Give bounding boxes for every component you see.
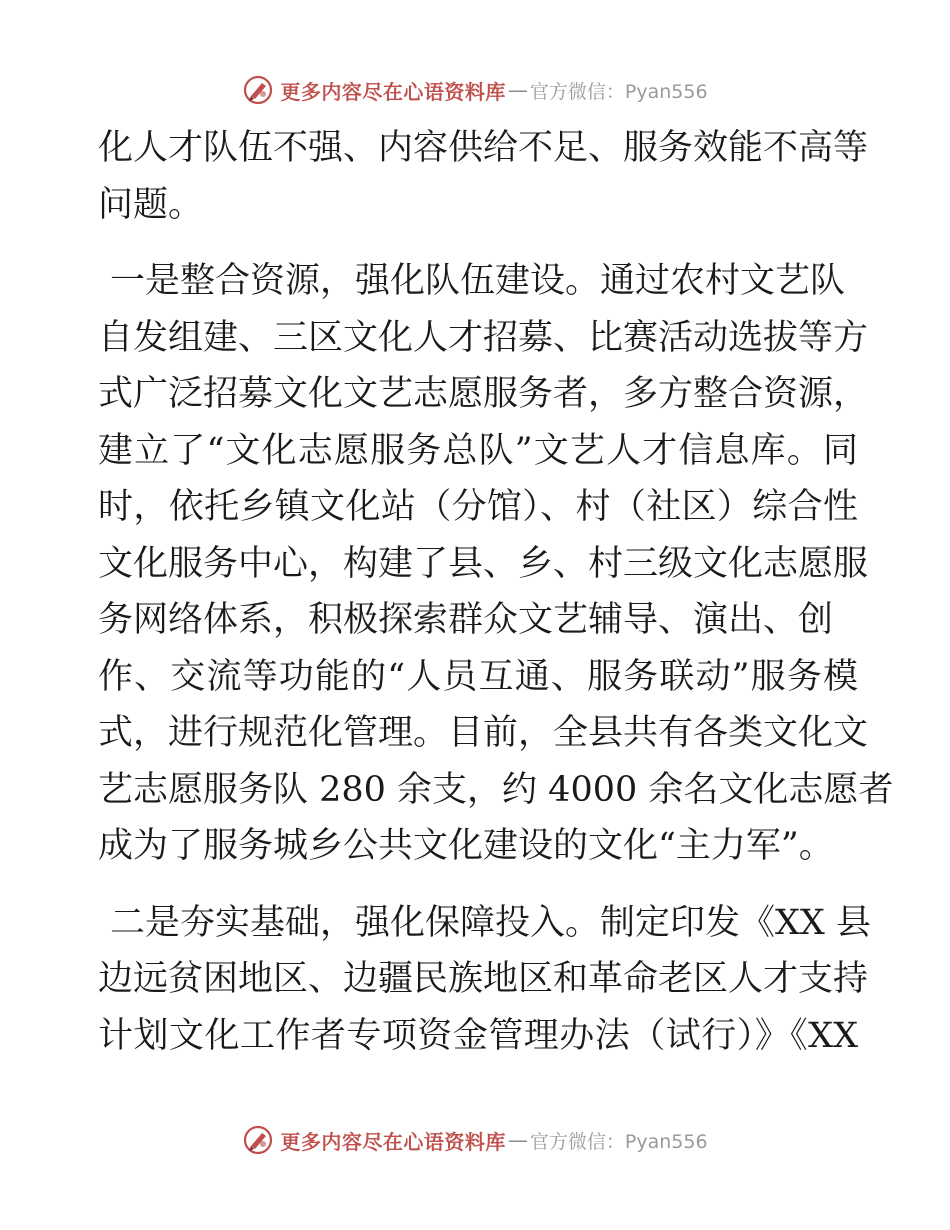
text-line: 计划文化工作者专项资金管理办法（试行）》《XX	[98, 1015, 858, 1056]
text-line: 文化服务中心，构建了县、乡、村三级文化志愿服	[98, 543, 869, 584]
text-line: 式，进行规范化管理。目前，全县共有各类文化文	[98, 713, 869, 753]
watermark-dash: —	[507, 78, 528, 102]
paragraph-foundation	[98, 895, 871, 1065]
text-line: 作、交流等功能的“人员互通、服务联动”服务模	[98, 656, 858, 697]
text-line: 问题。	[98, 184, 204, 225]
document-body	[98, 120, 894, 1064]
watermark-wechat-text: 官方微信：Pyan556	[529, 80, 708, 103]
watermark-dash: —	[507, 1128, 528, 1152]
text-line: 成为了服务城乡公共文化建设的文化“主力军”。	[98, 826, 834, 866]
text-line: 艺志愿服务队 280 余支，约 4000 余名文化志愿者	[98, 769, 894, 810]
text-line: 式广泛招募文化文艺志愿服务者，多方整合资源，	[98, 374, 869, 414]
pen-logo-icon	[242, 74, 274, 106]
text-line: 边远贫困地区、边疆民族地区和革命老区人才支持	[98, 959, 869, 999]
header-watermark	[0, 70, 950, 110]
text-line: 化人才队伍不强、内容供给不足、服务效能不高等	[98, 128, 869, 168]
text-line: 自发组建、三区文化人才招募、比赛活动选拔等方	[98, 317, 869, 358]
text-line: 务网络体系，积极探索群众文艺辅导、演出、创	[98, 600, 834, 640]
footer-watermark	[0, 1120, 950, 1160]
paragraph-continuation	[98, 120, 869, 233]
pen-logo-icon	[242, 1124, 274, 1156]
text-line: 二是夯实基础，强化保障投入。制定印发《XX 县	[110, 902, 871, 943]
watermark-wechat-text: 官方微信：Pyan556	[529, 1130, 708, 1153]
text-line: 一是整合资源，强化队伍建设。通过农村文艺队	[110, 261, 846, 301]
watermark-site-text: 更多内容尽在心语资料库	[280, 79, 506, 104]
text-line: 时，依托乡镇文化站（分馆）、村（社区）综合性	[98, 487, 858, 527]
watermark-site-text: 更多内容尽在心语资料库	[280, 1129, 506, 1154]
text-line: 建立了“文化志愿服务总队”文艺人才信息库。同	[98, 430, 858, 471]
paragraph-team-building	[98, 253, 894, 875]
